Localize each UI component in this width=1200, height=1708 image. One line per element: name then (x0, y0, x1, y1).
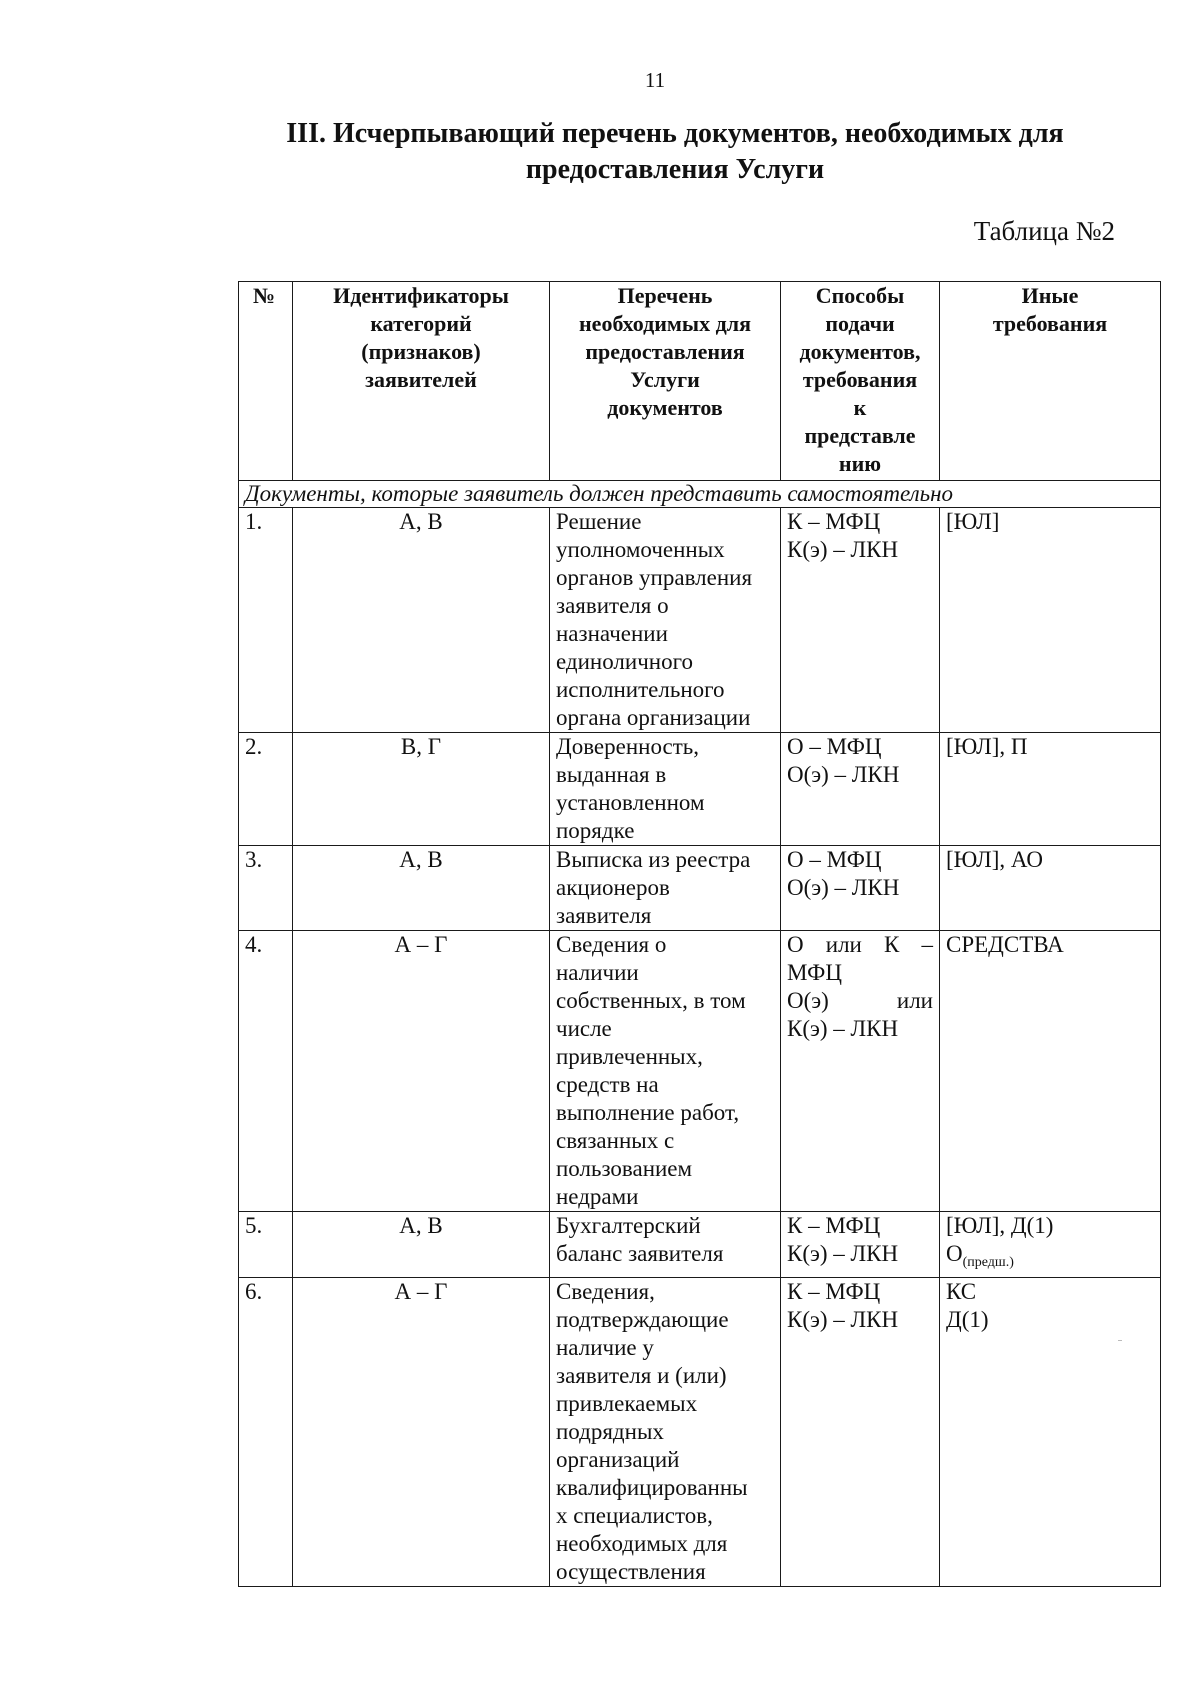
table-row (239, 846, 1161, 931)
text-line: подрядных (556, 1419, 664, 1444)
text-line: подтверждающие (556, 1307, 729, 1332)
text-line: средств на (556, 1072, 659, 1097)
section-title (240, 116, 1110, 188)
text-line: Сведения, (556, 1279, 655, 1304)
text-word: О(э) (787, 988, 829, 1013)
header-submission-methods (781, 282, 940, 481)
header-line: требования (802, 367, 918, 392)
text-word: или (825, 932, 862, 957)
text-line (787, 987, 933, 1015)
page-number: 11 (644, 68, 666, 92)
table-row (239, 508, 1161, 733)
row-number: 1. (239, 508, 293, 733)
header-line: Способы (815, 283, 905, 308)
header-line: документов, (799, 339, 921, 364)
text-line (787, 931, 933, 959)
row-categories: А – Г (293, 931, 550, 1212)
text-line: баланс заявителя (556, 1241, 724, 1266)
row-categories: А, В (293, 1212, 550, 1278)
header-line: категорий (370, 311, 472, 336)
row-document (550, 1212, 781, 1278)
table-row (239, 733, 1161, 846)
row-other-requirements (940, 1278, 1161, 1587)
text-line: единоличного (556, 649, 693, 674)
text-line: К – МФЦ (787, 509, 881, 534)
row-categories: А – Г (293, 1278, 550, 1587)
text-line: заявителя и (или) (556, 1363, 727, 1388)
header-line: Услуги (630, 367, 700, 392)
text-line: Решение (556, 509, 642, 534)
header-line: Иные (1021, 283, 1079, 308)
header-line: к (853, 395, 867, 420)
text-line: КС (946, 1279, 977, 1304)
row-methods (781, 931, 940, 1212)
text-line: наличие у (556, 1335, 654, 1360)
header-line: предоставления (585, 339, 745, 364)
table-row (239, 931, 1161, 1212)
text-line: органа организации (556, 705, 751, 730)
text-line: К(э) – ЛКН (787, 1016, 899, 1041)
text-line: заявителя о (556, 593, 669, 618)
text-line: Бухгалтерский (556, 1213, 701, 1238)
text-line: К(э) – ЛКН (787, 1307, 899, 1332)
row-number: 3. (239, 846, 293, 931)
table-header-row (239, 282, 1161, 481)
row-number: 4. (239, 931, 293, 1212)
text-line: СРЕДСТВА (946, 932, 1064, 957)
header-line: нию (838, 451, 882, 476)
row-other-requirements (940, 1212, 1161, 1278)
text-line: О – МФЦ (787, 734, 882, 759)
row-methods (781, 733, 940, 846)
row-other-requirements (940, 508, 1161, 733)
section-title-line: предоставления Услуги (525, 154, 825, 185)
text-line: необходимых для (556, 1531, 728, 1556)
text-word: К (884, 932, 900, 957)
text-word: О (787, 932, 804, 957)
documents-table (238, 281, 1161, 1587)
header-line: заявителей (365, 367, 477, 392)
scan-speck (1118, 1340, 1122, 1341)
row-categories: В, Г (293, 733, 550, 846)
text-line: К – МФЦ (787, 1279, 881, 1304)
row-number: 5. (239, 1212, 293, 1278)
text-line: О(э) – ЛКН (787, 875, 900, 900)
text-line: недрами (556, 1184, 639, 1209)
row-categories: А, В (293, 508, 550, 733)
text-line: наличии (556, 960, 639, 985)
text-word: или (896, 988, 933, 1013)
section-title-line: III. Исчерпывающий перечень документов, необходимых для (286, 118, 1064, 149)
text-line: выполнение работ, (556, 1100, 740, 1125)
text-line: К – МФЦ (787, 1213, 881, 1238)
text-line: О – МФЦ (787, 847, 882, 872)
text-line: органов управления (556, 565, 753, 590)
text-line: назначении (556, 621, 668, 646)
text-line: заявителя (556, 903, 652, 928)
header-line: (признаков) (361, 339, 481, 364)
text-line: О(э) – ЛКН (787, 762, 900, 787)
text-line: организаций (556, 1447, 680, 1472)
header-line: Идентификаторы (333, 283, 509, 308)
text-line: собственных, в том (556, 988, 746, 1013)
table-caption: Таблица №2 (973, 216, 1115, 246)
text-subscript: (предш.) (962, 1255, 1014, 1270)
section-label: Документы, которые заявитель должен представить самостоятельно (239, 481, 1161, 508)
header-line: документов (607, 395, 723, 420)
text-line: порядке (556, 818, 635, 843)
text-main: О (946, 1241, 963, 1266)
text-line: исполнительного (556, 677, 725, 702)
row-other-requirements (940, 846, 1161, 931)
header-other-requirements (940, 282, 1161, 481)
text-line: [ЮЛ], Д(1) (946, 1213, 1054, 1238)
text-line: [ЮЛ], АО (946, 847, 1043, 872)
text-line: К(э) – ЛКН (787, 1241, 899, 1266)
header-applicant-categories (293, 282, 550, 481)
table-row (239, 1212, 1161, 1278)
table-section-row (239, 481, 1161, 508)
text-line: Доверенность, (556, 734, 700, 759)
row-other-requirements (940, 931, 1161, 1212)
row-methods (781, 508, 940, 733)
row-document (550, 508, 781, 733)
text-line: Сведения о (556, 932, 667, 957)
row-methods (781, 846, 940, 931)
row-other-requirements (940, 733, 1161, 846)
text-line: квалифицированны (556, 1475, 748, 1500)
row-document (550, 1278, 781, 1587)
text-line: установленном (556, 790, 705, 815)
text-line: связанных с (556, 1128, 675, 1153)
header-line: требования (992, 311, 1108, 336)
text-line: привлеченных, (556, 1044, 703, 1069)
row-document (550, 733, 781, 846)
text-line: пользованием (556, 1156, 693, 1181)
text-line: Д(1) (946, 1307, 989, 1332)
text-line: уполномоченных (556, 537, 725, 562)
header-number: № (239, 282, 293, 481)
text-word: – (921, 932, 933, 957)
header-line: представле (804, 423, 916, 448)
row-methods (781, 1278, 940, 1587)
row-categories: А, В (293, 846, 550, 931)
text-line: осуществления (556, 1559, 706, 1584)
text-line: привлекаемых (556, 1391, 698, 1416)
header-line: Перечень (617, 283, 713, 308)
text-line: акционеров (556, 875, 670, 900)
table-row (239, 1278, 1161, 1587)
row-number: 6. (239, 1278, 293, 1587)
text-line: К(э) – ЛКН (787, 537, 899, 562)
row-document (550, 846, 781, 931)
text-line: [ЮЛ] (946, 509, 1000, 534)
text-line (946, 1240, 1154, 1277)
header-line: подачи (825, 311, 895, 336)
text-line: [ЮЛ], П (946, 734, 1028, 759)
header-line: необходимых для (579, 311, 751, 336)
text-line: МФЦ (787, 960, 842, 985)
text-line: Выписка из реестра (556, 847, 751, 872)
text-line: х специалистов, (556, 1503, 713, 1528)
row-methods (781, 1212, 940, 1278)
header-documents-list (550, 282, 781, 481)
row-number: 2. (239, 733, 293, 846)
row-document (550, 931, 781, 1212)
text-line: числе (556, 1016, 612, 1041)
text-line: выданная в (556, 762, 667, 787)
